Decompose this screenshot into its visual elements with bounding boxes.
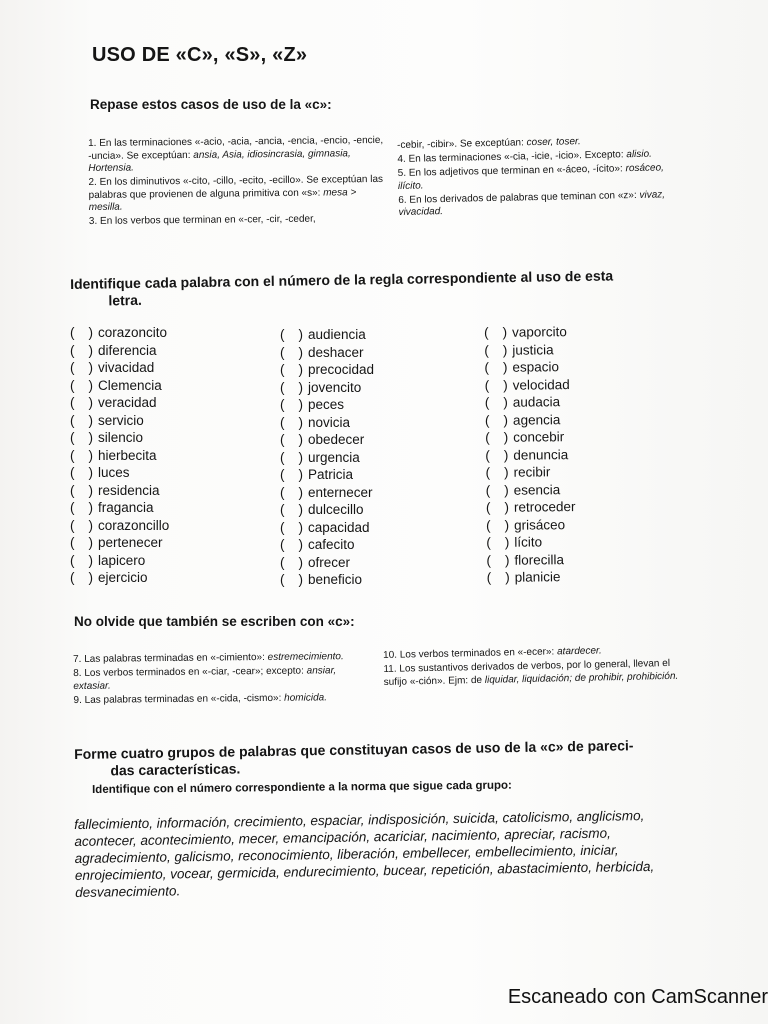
answer-blank[interactable]: ( ) (484, 324, 508, 340)
word-row (70, 447, 169, 465)
word-row (280, 519, 374, 537)
answer-blank[interactable]: ( ) (484, 342, 508, 358)
forme-instruction: Identifique con el número correspondiente a la norma que sigue cada grupo: (92, 779, 512, 796)
rule-item (73, 691, 369, 707)
answer-blank-close: ) (504, 482, 509, 498)
word-row (280, 449, 374, 467)
rule-text: 4. En las terminaciones «-cia, -icie, -icio». Excepto: (397, 149, 627, 165)
word-label: lapicero (98, 552, 146, 568)
answer-blank-close: ) (503, 447, 509, 463)
word-label: beneficio (308, 572, 363, 587)
word-label: grisáceo (514, 516, 566, 533)
answer-blank[interactable]: ( ) (280, 379, 303, 395)
word-label: florecilla (514, 551, 565, 568)
word-row (280, 396, 374, 414)
word-label: espacio (512, 359, 560, 375)
word-row (280, 571, 374, 589)
answer-blank-close: ) (88, 517, 93, 533)
word-label: peces (308, 397, 345, 412)
rule-example: homicida. (284, 691, 328, 704)
word-row (487, 568, 577, 586)
answer-blank[interactable]: ( ) (484, 359, 508, 375)
word-row (485, 446, 575, 464)
rule-example: liquidar, liquidación; de prohibir, prohibición. (484, 670, 679, 686)
word-row (486, 498, 576, 516)
answer-blank[interactable]: ( ) (280, 397, 303, 412)
word-label: esencia (513, 481, 561, 498)
answer-blank-close: ) (503, 394, 508, 410)
word-label: corazoncito (98, 325, 168, 340)
rules-left-column (88, 135, 385, 230)
identify-heading-line2: letra. (108, 291, 142, 309)
answer-blank-close: ) (504, 552, 510, 568)
answer-blank[interactable]: ( ) (70, 517, 93, 533)
rule-item (398, 188, 688, 219)
answer-blank-close: ) (298, 519, 303, 535)
answer-blank-close: ) (298, 554, 303, 570)
word-column-3 (484, 323, 576, 586)
word-row (280, 379, 374, 397)
word-row (486, 516, 576, 534)
answer-blank[interactable]: ( ) (486, 552, 510, 568)
rule-item (383, 658, 678, 689)
answer-blank[interactable]: ( ) (280, 554, 303, 570)
answer-blank-close: ) (504, 517, 510, 533)
word-row (485, 376, 575, 394)
answer-blank[interactable]: ( ) (280, 432, 303, 447)
rule-text: 2. En los diminutivos «-cito, -cillo, -ecito, -ecillo». Se exceptúan las palabras que provienen de alguna primitiva con «s»: (88, 173, 384, 201)
word-row (280, 326, 374, 344)
answer-blank[interactable]: ( ) (70, 552, 93, 568)
word-label: ofrecer (308, 554, 351, 570)
word-label: denuncia (513, 446, 569, 463)
word-row (70, 377, 169, 395)
word-row (280, 344, 374, 362)
word-row (485, 463, 575, 481)
rule-example: vivaz, vivacidad. (398, 188, 666, 218)
word-label: planicie (514, 569, 561, 585)
answer-blank-close: ) (88, 465, 93, 480)
answer-blank[interactable]: ( ) (280, 467, 303, 482)
answer-blank[interactable]: ( ) (485, 499, 509, 515)
word-row (484, 341, 574, 359)
rule-text: 7. Las palabras terminadas en «-cimiento»: (73, 651, 268, 665)
answer-blank[interactable]: ( ) (70, 395, 93, 410)
word-row (280, 414, 374, 432)
page-title: USO DE «C», «S», «Z» (92, 44, 308, 66)
word-label: enternecer (308, 484, 373, 500)
answer-blank-close: ) (503, 464, 509, 480)
rules2-right-column (383, 644, 679, 691)
scanner-watermark: Escaneado con CamScanner (507, 986, 768, 1008)
answer-blank[interactable]: ( ) (280, 519, 303, 535)
answer-blank-close: ) (503, 412, 509, 428)
answer-blank[interactable]: ( ) (485, 482, 509, 498)
answer-blank-close: ) (504, 499, 509, 515)
word-label: vivacidad (98, 360, 155, 375)
answer-blank[interactable]: ( ) (486, 534, 510, 550)
answer-blank-close: ) (502, 324, 508, 340)
word-label: hierbecita (98, 447, 157, 463)
answer-blank[interactable]: ( ) (486, 517, 510, 533)
word-row (280, 501, 374, 519)
word-label: vaporcito (512, 324, 567, 340)
word-row (486, 533, 576, 551)
answer-blank-close: ) (298, 467, 303, 482)
word-row (280, 536, 374, 554)
identify-heading-line1: Identifique cada palabra con el número de la regla correspondiente al uso de esta (70, 267, 614, 292)
word-row (485, 411, 575, 429)
rule-item (73, 665, 369, 693)
rules-right-column (397, 134, 689, 221)
answer-blank[interactable]: ( ) (486, 569, 510, 585)
word-label: jovencito (308, 379, 362, 395)
rule-example: estremecimiento. (267, 651, 344, 663)
rules2-left-column (73, 651, 370, 709)
rule-text: 9. Las palabras terminadas en «-cida, -cismo»: (73, 692, 285, 706)
rule-text: 6. En los derivados de palabras que teminan con «z»: (398, 189, 640, 206)
answer-blank-close: ) (298, 572, 303, 587)
word-row (280, 554, 374, 572)
word-row (280, 431, 374, 449)
answer-blank[interactable]: ( ) (484, 412, 509, 428)
answer-blank-close: ) (298, 484, 303, 500)
repase-heading: Repase estos casos de uso de la «c»: (90, 97, 332, 112)
answer-blank-close: ) (298, 449, 303, 465)
answer-blank[interactable]: ( ) (70, 447, 93, 463)
answer-blank-close: ) (88, 430, 93, 445)
word-label: deshacer (308, 344, 364, 360)
answer-blank[interactable]: ( ) (70, 500, 93, 515)
word-row (484, 358, 574, 376)
word-row (485, 428, 575, 446)
answer-blank-close: ) (502, 359, 508, 375)
word-label: ejercicio (98, 570, 148, 585)
answer-blank[interactable]: ( ) (280, 414, 303, 430)
word-label: pertenecer (98, 535, 163, 550)
answer-blank[interactable]: ( ) (280, 449, 303, 465)
answer-blank-close: ) (298, 362, 303, 377)
word-row (70, 534, 169, 552)
answer-blank-close: ) (88, 500, 93, 515)
answer-blank[interactable]: ( ) (280, 344, 303, 360)
word-row (70, 552, 169, 570)
word-label: agencia (512, 411, 561, 428)
answer-blank-close: ) (503, 429, 509, 445)
word-label: servicio (98, 412, 144, 428)
no-olvide-heading: No olvide que también se escriben con «c»: (74, 614, 355, 629)
answer-blank-close: ) (88, 482, 93, 498)
word-row (484, 323, 574, 341)
rule-text: -cebir, -cibir». Se exceptúan: (397, 137, 527, 151)
word-row (70, 429, 169, 447)
rule-item (89, 213, 385, 229)
forme-heading-line2: das características. (110, 760, 241, 779)
answer-blank[interactable]: ( ) (484, 394, 508, 410)
word-row (70, 359, 169, 377)
word-label: cafecito (308, 537, 355, 552)
answer-blank[interactable]: ( ) (280, 484, 303, 500)
answer-blank[interactable]: ( ) (485, 464, 509, 480)
word-label: corazoncillo (98, 517, 170, 533)
answer-blank[interactable]: ( ) (70, 377, 93, 393)
word-label: novicia (308, 414, 351, 430)
rule-text: 8. Los verbos terminados en «-ciar, -cear»; excepto: (73, 665, 307, 679)
rule-item (88, 174, 384, 215)
word-row (280, 361, 374, 379)
answer-blank-close: ) (88, 412, 93, 428)
rule-text: 3. En los verbos que terminan en «-cer, -cir, -ceder, (88, 213, 316, 227)
rule-text: 5. En los adjetivos que terminan en «-áceo, -ícito»: (397, 163, 626, 179)
answer-blank[interactable]: ( ) (70, 342, 93, 358)
word-label: justicia (512, 341, 554, 358)
word-row (70, 412, 169, 430)
answer-blank[interactable]: ( ) (280, 572, 303, 587)
rule-example: mesa > mesilla. (88, 186, 357, 213)
answer-blank-close: ) (88, 325, 93, 340)
answer-blank-close: ) (502, 342, 508, 358)
forme-heading-line1: Forme cuatro grupos de palabras que constituyan casos de uso de la «c» de pareci- (74, 737, 634, 762)
answer-blank-close: ) (88, 447, 93, 463)
word-row (70, 464, 169, 482)
answer-blank-close: ) (298, 537, 303, 552)
rule-item (88, 135, 384, 176)
answer-blank-close: ) (88, 552, 93, 568)
answer-blank-close: ) (88, 360, 93, 375)
answer-blank[interactable]: ( ) (280, 537, 303, 552)
word-row (70, 569, 169, 587)
answer-blank[interactable]: ( ) (484, 377, 508, 393)
rule-example: coser, toser. (526, 136, 581, 149)
word-row (280, 484, 374, 502)
word-label: retroceder (513, 499, 576, 515)
word-label: residencia (98, 482, 160, 498)
word-label: obedecer (308, 432, 365, 447)
answer-blank-close: ) (298, 327, 303, 342)
answer-blank[interactable]: ( ) (70, 412, 93, 428)
word-label: audacia (512, 394, 561, 410)
answer-blank-close: ) (88, 535, 93, 550)
word-label: lícito (514, 534, 543, 550)
word-label: Clemencia (98, 377, 162, 393)
rule-text: 11. Los sustantivos derivados de verbos, por lo general, llevan el sufijo «-ción». Ejm: de (383, 657, 671, 688)
word-label: urgencia (308, 449, 360, 465)
word-label: luces (98, 465, 130, 480)
answer-blank[interactable]: ( ) (280, 327, 303, 342)
identify-heading (70, 266, 690, 310)
rule-text: 10. Los verbos terminados en «-ecer»: (383, 646, 558, 661)
answer-blank-close: ) (503, 377, 508, 393)
answer-blank-close: ) (88, 377, 93, 393)
word-label: audiencia (308, 327, 366, 342)
rule-example: ansia, Asia, idiosincrasia, gimnasia, Hortensia. (88, 147, 351, 174)
answer-blank[interactable]: ( ) (70, 465, 93, 480)
word-label: recibir (513, 464, 551, 480)
word-label: precocidad (308, 362, 375, 377)
answer-blank[interactable]: ( ) (280, 362, 303, 377)
word-row (70, 517, 169, 535)
answer-blank-close: ) (505, 569, 510, 585)
answer-blank[interactable]: ( ) (70, 570, 93, 585)
word-row (485, 393, 575, 411)
word-label: silencio (98, 430, 144, 445)
word-label: capacidad (308, 519, 370, 535)
answer-blank[interactable]: ( ) (280, 502, 303, 517)
word-row (486, 551, 576, 569)
answer-blank-close: ) (298, 414, 303, 430)
answer-blank-close: ) (88, 342, 93, 358)
answer-blank[interactable]: ( ) (70, 535, 93, 550)
word-row (280, 466, 374, 484)
word-label: velocidad (512, 376, 570, 393)
rule-example: alisio. (626, 148, 653, 161)
word-label: veracidad (98, 395, 157, 410)
word-label: concebir (513, 429, 565, 445)
answer-blank-close: ) (504, 534, 510, 550)
word-row (70, 394, 169, 412)
answer-blank[interactable]: ( ) (70, 482, 93, 498)
answer-blank[interactable]: ( ) (70, 430, 93, 445)
word-row (486, 481, 576, 499)
word-row (70, 342, 169, 360)
answer-blank-close: ) (298, 502, 303, 517)
rule-example: rosáceo, ilícito. (397, 162, 665, 192)
answer-blank-close: ) (298, 379, 303, 395)
answer-blank-close: ) (298, 432, 303, 447)
answer-blank[interactable]: ( ) (70, 325, 93, 340)
answer-blank[interactable]: ( ) (485, 429, 509, 445)
rule-item (73, 651, 369, 667)
answer-blank-close: ) (298, 344, 303, 360)
answer-blank-close: ) (88, 570, 93, 585)
word-row (70, 482, 169, 500)
word-label: Patricia (308, 467, 354, 482)
answer-blank[interactable]: ( ) (70, 360, 93, 375)
word-row (70, 499, 169, 517)
answer-blank-close: ) (88, 395, 93, 410)
forme-heading (74, 736, 684, 780)
rule-text: 1. En las terminaciones «-acio, -acia, -ancia, -encia, -encio, -encie, -uncia». Se exceptúan: (88, 134, 384, 162)
word-column-1 (70, 324, 169, 587)
word-label: dulcecillo (308, 502, 364, 517)
word-column-2 (280, 326, 374, 589)
word-label: fragancia (98, 500, 154, 515)
word-label: diferencia (98, 342, 157, 358)
answer-blank-close: ) (298, 397, 303, 412)
rule-example: ansiar, extasiar. (73, 665, 337, 692)
word-paragraph: fallecimiento, información, crecimiento, espaciar, indisposición, suicida, catolicismo, anglicismo, acontecer, acontecimiento, mecer, emancipación, acariciar, nacimiento, apreciar, racismo, agradecimiento, galicismo, reconocimiento, liberación, embellecer, embellecimiento, iniciar, enrojecimiento, vocear, germicida, endurecimiento, bucear, repetición, abastacimiento, herbicida, desvanecimiento. (74, 808, 655, 900)
word-row (70, 324, 169, 342)
answer-blank[interactable]: ( ) (485, 447, 509, 463)
rule-example: atardecer. (556, 645, 602, 658)
